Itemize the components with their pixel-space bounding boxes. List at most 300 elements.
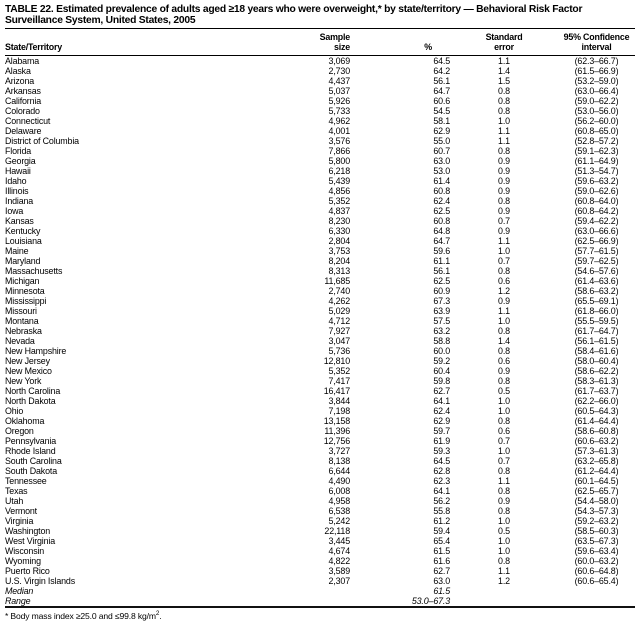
cell-standard-error: 0.9 xyxy=(498,296,510,307)
cell-sample-size: 11,396 xyxy=(324,426,350,437)
cell-sample-size: 4,674 xyxy=(328,546,350,557)
table-row xyxy=(5,126,635,136)
cell-state-territory: Colorado xyxy=(5,106,40,117)
cell-standard-error: 0.9 xyxy=(498,496,510,507)
cell-percent: 61.5 xyxy=(433,546,450,557)
cell-state-territory: Oregon xyxy=(5,426,34,437)
cell-sample-size: 5,439 xyxy=(328,176,350,187)
cell-state-territory: Puerto Rico xyxy=(5,566,50,577)
table-row xyxy=(5,396,635,406)
cell-standard-error: 1.0 xyxy=(498,246,510,257)
cell-confidence-interval: (54.6–57.6) xyxy=(574,266,619,277)
cell-sample-size: 7,866 xyxy=(328,146,350,157)
cell-percent: 63.9 xyxy=(433,306,450,317)
footnote-superscript: 2 xyxy=(155,610,160,618)
cell-confidence-interval: (61.7–64.7) xyxy=(574,326,619,337)
cell-standard-error: 0.8 xyxy=(498,106,510,117)
cell-state-territory: Ohio xyxy=(5,406,24,417)
table-row xyxy=(5,296,635,306)
cell-confidence-interval: (61.7–63.7) xyxy=(574,386,619,397)
cell-confidence-interval: (58.6–63.2) xyxy=(574,286,619,297)
cell-confidence-interval: (58.6–60.8) xyxy=(574,426,619,437)
cell-percent: 64.5 xyxy=(433,56,450,67)
cell-standard-error: 0.8 xyxy=(498,146,510,157)
cell-percent: 60.8 xyxy=(433,216,450,227)
cell-percent: 60.0 xyxy=(433,346,450,357)
table-row xyxy=(5,246,635,256)
table-row xyxy=(5,236,635,246)
cell-state-territory: Oklahoma xyxy=(5,416,45,427)
cell-confidence-interval: (59.2–63.2) xyxy=(574,516,619,527)
table-body xyxy=(5,56,635,608)
cell-percent: 62.9 xyxy=(433,416,450,427)
cell-standard-error: 1.2 xyxy=(498,576,510,587)
cell-state-territory: Missouri xyxy=(5,306,37,317)
cell-sample-size: 2,740 xyxy=(328,286,350,297)
cell-confidence-interval: (65.5–69.1) xyxy=(574,296,619,307)
cell-percent: 56.1 xyxy=(433,76,450,87)
table-row xyxy=(5,86,635,96)
cell-standard-error: 1.1 xyxy=(498,126,510,137)
cell-sample-size: 6,218 xyxy=(328,166,350,177)
cell-percent: 55.8 xyxy=(433,506,450,517)
cell-standard-error: 1.0 xyxy=(498,536,510,547)
cell-confidence-interval: (58.3–61.3) xyxy=(574,376,619,387)
cell-percent: 60.7 xyxy=(433,146,450,157)
cell-confidence-interval: (63.0–66.6) xyxy=(574,226,619,237)
cell-percent: 63.0 xyxy=(433,576,450,587)
cell-sample-size: 4,837 xyxy=(328,206,350,217)
cell-percent: 64.7 xyxy=(433,236,450,247)
cell-confidence-interval: (59.0–62.2) xyxy=(574,96,619,107)
col-header-sample-size xyxy=(278,29,350,56)
footnote-text: * Body mass index ≥25.0 and ≤99.8 kg/m xyxy=(5,611,156,622)
cell-sample-size: 13,158 xyxy=(323,416,350,427)
cell-confidence-interval: (54.4–58.0) xyxy=(574,496,619,507)
cell-sample-size: 8,230 xyxy=(328,216,350,227)
cell-percent: 61.2 xyxy=(433,516,450,527)
cell-standard-error: 1.0 xyxy=(498,516,510,527)
cell-state-territory: Georgia xyxy=(5,156,36,167)
cell-sample-size: 5,800 xyxy=(328,156,350,167)
table-row xyxy=(5,506,635,516)
ci-header-line2: interval xyxy=(581,42,612,53)
table-row xyxy=(5,136,635,146)
cell-confidence-interval: (60.8–64.0) xyxy=(574,196,619,207)
cell-percent: 59.6 xyxy=(433,246,450,257)
cell-percent: 64.5 xyxy=(433,456,450,467)
cell-standard-error: 1.0 xyxy=(498,316,510,327)
cell-state-territory: Indiana xyxy=(5,196,34,207)
cell-state-territory: U.S. Virgin Islands xyxy=(5,576,75,587)
cell-sample-size: 3,047 xyxy=(328,336,350,347)
cell-sample-size: 4,958 xyxy=(328,496,350,507)
table-row xyxy=(5,556,635,566)
cell-confidence-interval: (53.2–59.0) xyxy=(574,76,619,87)
cell-sample-size: 4,962 xyxy=(328,116,350,127)
cell-standard-error: 1.1 xyxy=(498,306,510,317)
table-header xyxy=(5,29,635,56)
cell-sample-size: 4,001 xyxy=(328,126,350,137)
cell-percent: 62.3 xyxy=(433,476,450,487)
cell-percent: 53.0 xyxy=(433,166,450,177)
cell-standard-error: 0.9 xyxy=(498,156,510,167)
col-header-percent xyxy=(350,29,450,56)
cell-sample-size: 3,844 xyxy=(328,396,350,407)
cell-state-territory: Louisiana xyxy=(5,236,42,247)
cell-confidence-interval: (56.2–60.0) xyxy=(574,116,619,127)
cell-confidence-interval: (58.6–62.2) xyxy=(574,366,619,377)
cell-state-territory: Maryland xyxy=(5,256,41,267)
cell-confidence-interval: (58.0–60.4) xyxy=(574,356,619,367)
cell-percent: 61.4 xyxy=(433,176,450,187)
sample-header-line2: size xyxy=(334,42,350,53)
table-row xyxy=(5,376,635,386)
cell-sample-size: 3,445 xyxy=(328,536,350,547)
cell-standard-error: 0.9 xyxy=(498,366,510,377)
cell-standard-error xyxy=(450,586,558,596)
cell-confidence-interval xyxy=(558,596,635,607)
cell-percent: 60.4 xyxy=(433,366,450,377)
cell-state-territory: Michigan xyxy=(5,276,40,287)
cell-percent: 53.0–67.3 xyxy=(411,596,450,607)
cell-state-territory: New York xyxy=(5,376,42,387)
cell-standard-error: 0.8 xyxy=(498,466,510,477)
table-row xyxy=(5,196,635,206)
cell-confidence-interval: (62.5–65.7) xyxy=(574,486,619,497)
cell-state-territory: Virginia xyxy=(5,516,34,527)
table-row xyxy=(5,346,635,356)
cell-sample-size: 4,490 xyxy=(328,476,350,487)
cell-percent: 56.1 xyxy=(433,266,450,277)
cell-confidence-interval: (57.3–61.3) xyxy=(574,446,619,457)
cell-confidence-interval: (60.8–65.0) xyxy=(574,126,619,137)
cell-sample-size: 6,538 xyxy=(328,506,350,517)
col-header-confidence-interval xyxy=(558,29,635,56)
cell-standard-error: 1.4 xyxy=(498,66,510,77)
cell-percent: 62.5 xyxy=(433,276,450,287)
cell-state-territory: Wyoming xyxy=(5,556,41,567)
cell-state-territory: New Hampshire xyxy=(5,346,67,357)
table-row xyxy=(5,106,635,116)
footnote-period: . xyxy=(159,611,162,622)
cell-state-territory: Idaho xyxy=(5,176,27,187)
table-row xyxy=(5,56,635,67)
cell-percent: 64.1 xyxy=(433,486,450,497)
cell-confidence-interval: (59.1–62.3) xyxy=(574,146,619,157)
cell-state-territory: Alabama xyxy=(5,56,39,67)
cell-confidence-interval: (57.7–61.5) xyxy=(574,246,619,257)
table-title: TABLE 22. Estimated prevalence of adults aged ≥18 years who were overweight,* by state/territory — Behavioral Risk Factor Surveillance System, United States, 2005 xyxy=(5,4,635,29)
cell-state-territory: Rhode Island xyxy=(5,446,56,457)
cell-sample-size: 7,198 xyxy=(328,406,350,417)
cell-sample-size: 4,712 xyxy=(328,316,350,327)
cell-sample-size: 8,204 xyxy=(328,256,350,267)
cell-sample-size: 6,330 xyxy=(328,226,350,237)
cell-state-territory: North Dakota xyxy=(5,396,56,407)
cell-standard-error: 1.1 xyxy=(498,136,510,147)
table-row xyxy=(5,586,635,596)
cell-percent: 58.1 xyxy=(433,116,450,127)
cell-percent: 65.4 xyxy=(433,536,450,547)
cell-sample-size: 5,029 xyxy=(328,306,350,317)
cell-standard-error: 0.8 xyxy=(498,416,510,427)
cell-percent: 60.9 xyxy=(433,286,450,297)
cell-state-territory: Kentucky xyxy=(5,226,41,237)
cell-standard-error: 0.8 xyxy=(498,326,510,337)
cell-percent: 55.0 xyxy=(433,136,450,147)
cell-confidence-interval: (62.3–66.7) xyxy=(574,56,619,67)
cell-sample-size: 6,644 xyxy=(328,466,350,477)
cell-percent: 62.9 xyxy=(433,126,450,137)
cell-sample-size: 5,736 xyxy=(328,346,350,357)
cell-sample-size: 3,589 xyxy=(328,566,350,577)
table-row xyxy=(5,316,635,326)
cell-standard-error: 0.7 xyxy=(498,436,510,447)
cell-percent: 62.5 xyxy=(433,206,450,217)
cell-confidence-interval: (61.1–64.9) xyxy=(574,156,619,167)
prevalence-table xyxy=(5,29,635,608)
cell-confidence-interval: (60.6–65.4) xyxy=(574,576,619,587)
cell-confidence-interval: (62.5–66.9) xyxy=(574,236,619,247)
cell-standard-error: 1.4 xyxy=(498,336,510,347)
cell-confidence-interval: (62.2–66.0) xyxy=(574,396,619,407)
cell-sample-size: 4,822 xyxy=(328,556,350,567)
cell-sample-size: 3,753 xyxy=(328,246,350,257)
cell-confidence-interval: (60.1–64.5) xyxy=(574,476,619,487)
cell-percent: 61.9 xyxy=(433,436,450,447)
cell-state-territory: Nebraska xyxy=(5,326,42,337)
cell-confidence-interval: (59.6–63.4) xyxy=(574,546,619,557)
table-row xyxy=(5,456,635,466)
percent-header-label: % xyxy=(424,42,432,53)
table-row xyxy=(5,496,635,506)
cell-percent: 60.6 xyxy=(433,96,450,107)
cell-standard-error: 0.8 xyxy=(498,376,510,387)
cell-sample-size: 16,417 xyxy=(323,386,350,397)
cell-percent: 57.5 xyxy=(433,316,450,327)
table-row xyxy=(5,406,635,416)
cell-standard-error: 1.0 xyxy=(498,116,510,127)
table-row xyxy=(5,386,635,396)
cell-percent: 61.1 xyxy=(433,256,450,267)
cell-standard-error: 0.9 xyxy=(498,176,510,187)
table-row xyxy=(5,466,635,476)
se-header-line2: error xyxy=(494,42,514,53)
cell-confidence-interval: (63.0–66.4) xyxy=(574,86,619,97)
table-row xyxy=(5,536,635,546)
cell-state-territory: Florida xyxy=(5,146,32,157)
cell-state-territory: Massachusetts xyxy=(5,266,63,277)
cell-confidence-interval: (51.3–54.7) xyxy=(574,166,619,177)
cell-state-territory: California xyxy=(5,96,41,107)
cell-standard-error: 1.1 xyxy=(498,566,510,577)
cell-standard-error: 0.8 xyxy=(498,266,510,277)
cell-standard-error: 0.7 xyxy=(498,216,510,227)
cell-state-territory: Utah xyxy=(5,496,24,507)
cell-state-territory: Range xyxy=(5,596,31,607)
cell-state-territory: Tennessee xyxy=(5,476,47,487)
cell-percent: 58.8 xyxy=(433,336,450,347)
table-row xyxy=(5,116,635,126)
table-row xyxy=(5,366,635,376)
cell-sample-size: 5,926 xyxy=(328,96,350,107)
cell-standard-error: 0.8 xyxy=(498,506,510,517)
table-row xyxy=(5,306,635,316)
cell-percent: 59.7 xyxy=(433,426,450,437)
cell-standard-error: 1.0 xyxy=(498,396,510,407)
table-row xyxy=(5,336,635,346)
cell-standard-error: 0.6 xyxy=(498,276,510,287)
cell-standard-error: 0.8 xyxy=(498,86,510,97)
cell-percent: 64.2 xyxy=(433,66,450,77)
cell-confidence-interval: (60.5–64.3) xyxy=(574,406,619,417)
cell-standard-error: 0.6 xyxy=(498,426,510,437)
cell-standard-error: 0.8 xyxy=(498,556,510,567)
cell-standard-error: 0.9 xyxy=(498,166,510,177)
table-row xyxy=(5,476,635,486)
cell-state-territory: Wisconsin xyxy=(5,546,45,557)
cell-confidence-interval xyxy=(558,586,635,596)
cell-confidence-interval: (59.4–62.2) xyxy=(574,216,619,227)
cell-confidence-interval: (58.5–60.3) xyxy=(574,526,619,537)
cell-sample-size: 4,856 xyxy=(328,186,350,197)
cell-standard-error: 0.8 xyxy=(498,486,510,497)
table-row xyxy=(5,436,635,446)
table-row xyxy=(5,276,635,286)
cell-state-territory: Illinois xyxy=(5,186,29,197)
cell-confidence-interval: (63.2–65.8) xyxy=(574,456,619,467)
table-row xyxy=(5,266,635,276)
cell-confidence-interval: (61.2–64.4) xyxy=(574,466,619,477)
cell-percent: 62.7 xyxy=(433,386,450,397)
table-row xyxy=(5,356,635,366)
cell-sample-size xyxy=(278,596,350,607)
cell-confidence-interval: (59.0–62.6) xyxy=(574,186,619,197)
cell-sample-size: 12,756 xyxy=(323,436,350,447)
cell-confidence-interval: (63.5–67.3) xyxy=(574,536,619,547)
cell-sample-size: 8,138 xyxy=(328,456,350,467)
cell-percent: 60.8 xyxy=(433,186,450,197)
table-row xyxy=(5,446,635,456)
table-row xyxy=(5,146,635,156)
cell-standard-error: 0.8 xyxy=(498,346,510,357)
cell-confidence-interval: (61.4–63.6) xyxy=(574,276,619,287)
cell-sample-size: 5,733 xyxy=(328,106,350,117)
cell-percent: 63.2 xyxy=(433,326,450,337)
table-row xyxy=(5,286,635,296)
cell-percent: 62.4 xyxy=(433,196,450,207)
table-row xyxy=(5,176,635,186)
cell-state-territory: Kansas xyxy=(5,216,34,227)
cell-confidence-interval: (61.8–66.0) xyxy=(574,306,619,317)
table-row xyxy=(5,156,635,166)
cell-percent: 64.7 xyxy=(433,86,450,97)
cell-state-territory: New Jersey xyxy=(5,356,50,367)
cell-sample-size: 2,730 xyxy=(328,66,350,77)
table-row xyxy=(5,546,635,556)
cell-state-territory: Hawaii xyxy=(5,166,31,177)
cell-state-territory: New Mexico xyxy=(5,366,52,377)
cell-state-territory: South Dakota xyxy=(5,466,57,477)
cell-standard-error: 0.6 xyxy=(498,356,510,367)
header-row xyxy=(5,29,635,56)
cell-confidence-interval: (61.5–66.9) xyxy=(574,66,619,77)
cell-confidence-interval: (54.3–57.3) xyxy=(574,506,619,517)
cell-standard-error: 0.9 xyxy=(498,226,510,237)
cell-confidence-interval: (61.4–64.4) xyxy=(574,416,619,427)
table-row xyxy=(5,76,635,86)
table-row xyxy=(5,326,635,336)
table-row xyxy=(5,186,635,196)
table-row xyxy=(5,206,635,216)
cell-sample-size: 5,352 xyxy=(328,366,350,377)
cell-standard-error: 1.1 xyxy=(498,476,510,487)
cell-confidence-interval: (60.6–63.2) xyxy=(574,436,619,447)
cell-sample-size: 4,262 xyxy=(328,296,350,307)
cell-standard-error: 0.7 xyxy=(498,256,510,267)
cell-confidence-interval: (58.4–61.6) xyxy=(574,346,619,357)
cell-state-territory: Minnesota xyxy=(5,286,45,297)
table-row xyxy=(5,526,635,536)
col-header-standard-error xyxy=(450,29,558,56)
cell-state-territory: Arkansas xyxy=(5,86,41,97)
cell-state-territory: Nevada xyxy=(5,336,35,347)
sample-header-line1: Sample xyxy=(319,32,350,43)
cell-sample-size xyxy=(278,586,350,596)
cell-sample-size: 3,727 xyxy=(328,446,350,457)
table-row xyxy=(5,96,635,106)
cell-confidence-interval: (60.0–63.2) xyxy=(574,556,619,567)
table-row xyxy=(5,576,635,586)
cell-sample-size: 7,927 xyxy=(328,326,350,337)
cell-standard-error: 1.1 xyxy=(498,236,510,247)
cell-percent: 67.3 xyxy=(433,296,450,307)
cell-percent: 59.4 xyxy=(433,526,450,537)
cell-state-territory: Alaska xyxy=(5,66,31,77)
cell-percent: 56.2 xyxy=(433,496,450,507)
cell-percent: 62.8 xyxy=(433,466,450,477)
cell-confidence-interval: (60.6–64.8) xyxy=(574,566,619,577)
cell-standard-error: 0.7 xyxy=(498,456,510,467)
cell-state-territory: Maine xyxy=(5,246,29,257)
cell-percent: 59.2 xyxy=(433,356,450,367)
table-row xyxy=(5,596,635,607)
se-header-line1: Standard xyxy=(485,32,523,43)
cell-standard-error: 1.1 xyxy=(498,56,510,67)
cell-state-territory: Montana xyxy=(5,316,39,327)
cell-percent: 64.1 xyxy=(433,396,450,407)
footnote xyxy=(5,608,635,621)
table-row xyxy=(5,66,635,76)
cell-state-territory: South Carolina xyxy=(5,456,62,467)
table-row xyxy=(5,216,635,226)
cell-percent: 64.8 xyxy=(433,226,450,237)
cell-state-territory: Delaware xyxy=(5,126,42,137)
cell-state-territory: Connecticut xyxy=(5,116,51,127)
cell-sample-size: 4,437 xyxy=(328,76,350,87)
cell-confidence-interval: (55.5–59.5) xyxy=(574,316,619,327)
cell-confidence-interval: (53.0–56.0) xyxy=(574,106,619,117)
cell-sample-size: 3,069 xyxy=(328,56,350,67)
cell-percent: 61.6 xyxy=(433,556,450,567)
cell-sample-size: 5,242 xyxy=(328,516,350,527)
cell-state-territory: Pennsylvania xyxy=(5,436,56,447)
cell-standard-error: 1.5 xyxy=(498,76,510,87)
cell-standard-error: 1.0 xyxy=(498,406,510,417)
cell-standard-error: 0.5 xyxy=(498,526,510,537)
cell-state-territory: Vermont xyxy=(5,506,38,517)
